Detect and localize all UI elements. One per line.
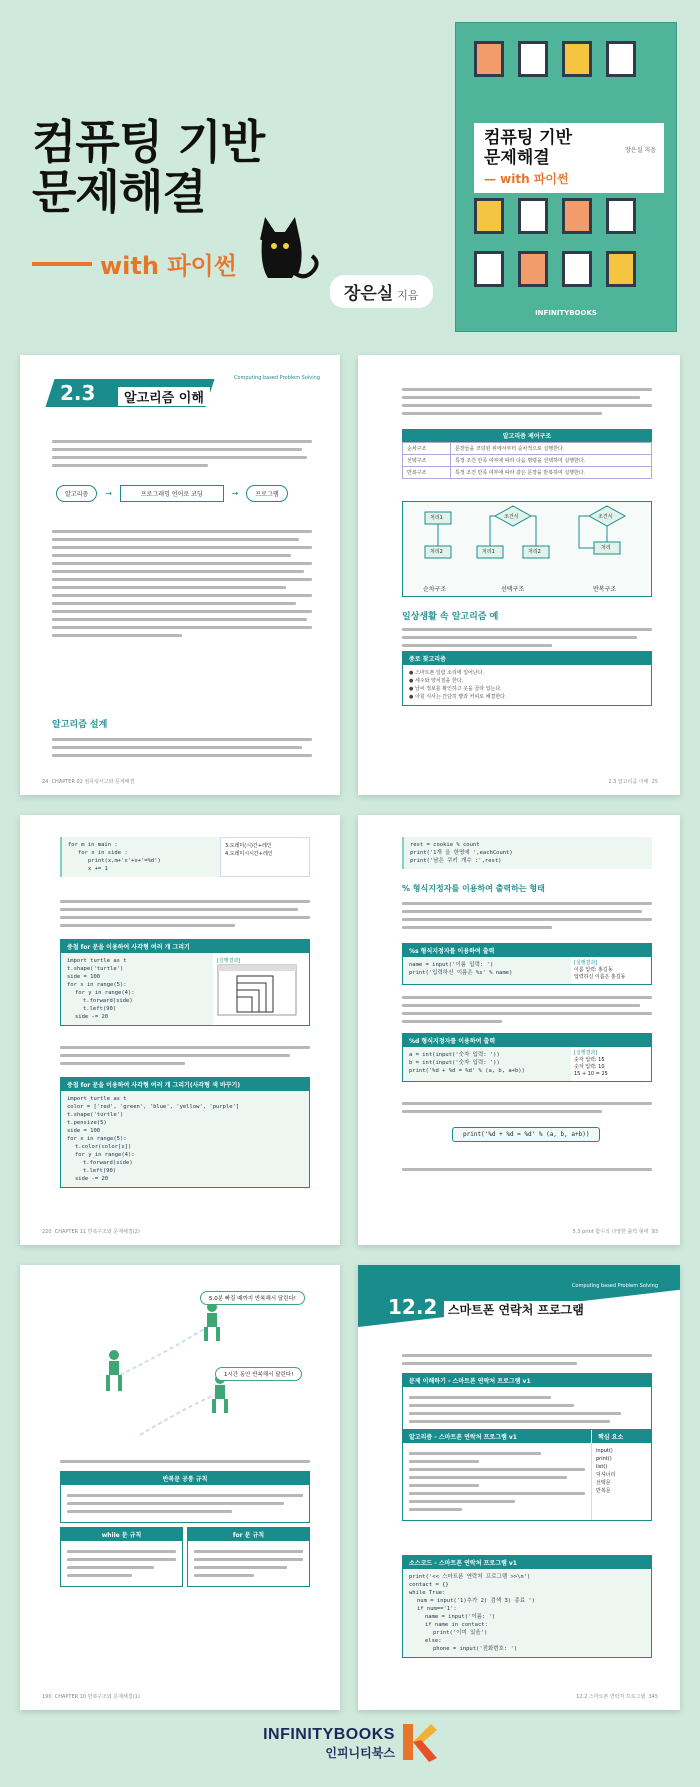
section-number: 2.3 [60, 381, 96, 405]
rules-box [60, 1471, 310, 1523]
text-line [402, 902, 652, 905]
section-number: 12.2 [388, 1295, 438, 1319]
chapter-label: 2.3 알고리즘 이해 [608, 779, 649, 785]
speech-bubble: 1시간 동안 반복해서 달린다! [215, 1367, 302, 1381]
text-line [60, 916, 310, 919]
rules-body [188, 1541, 309, 1586]
text-line [52, 440, 312, 443]
text-line [402, 1362, 577, 1365]
text-line [402, 926, 552, 929]
code-line: print('<< 스마트폰 연락처 프로그램 >>\n') [409, 1574, 531, 1580]
table-cell: 문장들을 코딩된 위에서부터 순차적으로 실행한다. [451, 443, 652, 455]
code-line: b = int(input('숫자 입력: ')) [409, 1060, 500, 1066]
list-item: ● 날씨 정보를 확인하고 옷을 골라 입는다. [409, 686, 502, 692]
code-block [403, 957, 571, 984]
example-box-title: 문제 이해하기 - 스마트폰 연락처 프로그램 v1 [403, 1374, 651, 1387]
text-line [60, 924, 235, 927]
text-line [402, 404, 652, 407]
text-line [52, 570, 304, 573]
subtitle-text: with 파이썬 [100, 252, 237, 280]
page-footer [576, 1693, 658, 1700]
text-line [409, 1420, 610, 1423]
result-label: [실행결과] [574, 1050, 598, 1056]
result-line: 숫자 입력: 10 [574, 1064, 605, 1070]
publisher-logo [0, 1722, 700, 1762]
page-footer [42, 1693, 140, 1700]
text-line [402, 388, 652, 391]
text-line [402, 412, 602, 415]
text-line [409, 1500, 515, 1503]
text-line [52, 634, 182, 637]
cover-window [606, 198, 636, 234]
diagram-box: 조건식 [504, 514, 519, 520]
flow-step: 프로그래밍 언어로 코딩 [120, 485, 224, 502]
nested-squares-image [217, 964, 297, 1016]
text-line [402, 910, 642, 913]
body-text [52, 733, 312, 762]
text-line [402, 396, 640, 399]
code-line: for m in main : [68, 842, 118, 848]
page-footer [42, 1228, 140, 1235]
black-cat-icon [252, 210, 322, 290]
text-line [409, 1460, 479, 1463]
page-spread-2-left [20, 815, 340, 1245]
code-snippet [60, 837, 310, 877]
rules-body [61, 1541, 182, 1586]
code-line: t.left(90) [83, 1006, 117, 1012]
algorithm-flow [56, 485, 288, 502]
control-structure-table [402, 429, 652, 479]
text-line [67, 1510, 232, 1513]
diagram-label: 선택구조 [501, 586, 525, 593]
page-footer [608, 778, 658, 785]
example-box [402, 1033, 652, 1082]
text-line [67, 1566, 154, 1569]
text-line [409, 1468, 585, 1471]
list-item: 반복문 [596, 1488, 611, 1494]
text-line [60, 1054, 290, 1057]
example-box-body [403, 1387, 651, 1432]
text-line [402, 1020, 502, 1023]
logo-text [263, 1724, 395, 1761]
text-line [402, 918, 652, 921]
list-item: ● 세수와 양치질을 한다. [409, 678, 464, 684]
code-line: x += 1 [88, 866, 108, 872]
code-block [403, 1047, 571, 1081]
text-line [67, 1550, 176, 1553]
result-line: 숫자 입력: 15 [574, 1057, 605, 1063]
text-line [402, 1110, 602, 1113]
arrow-right-icon: → [105, 489, 112, 498]
body-text [402, 897, 652, 934]
table-cell: 특정 조건 만족 여부에 따라 같은 문장을 반복하여 실행한다. [451, 467, 652, 479]
book-cover [455, 22, 677, 332]
text-line [52, 562, 312, 565]
text-line [402, 1102, 652, 1105]
rules-columns [60, 1527, 310, 1587]
page-spread-3-left [20, 1265, 340, 1710]
list-item: 선택문 [596, 1480, 611, 1486]
code-line: else: [425, 1638, 442, 1644]
body-text [52, 525, 312, 642]
cover-brand: INFINITYBOOKS [535, 309, 597, 317]
cover-title-line1: 컴퓨팅 기반 [484, 128, 573, 148]
key-elements-list [591, 1443, 651, 1520]
book-title-line1: 컴퓨팅 기반 [32, 115, 265, 169]
text-line [52, 754, 312, 757]
text-line [194, 1550, 303, 1553]
publisher-name-en: INFINITYBOOKS [263, 1725, 395, 1743]
flow-step: 알고리즘 [56, 485, 97, 502]
page-spread-1-right [358, 355, 680, 795]
text-line [52, 538, 299, 541]
body-text [60, 1455, 310, 1468]
flow-step: 프로그램 [246, 485, 287, 502]
list-item: print() [596, 1456, 612, 1462]
example-box [60, 1077, 310, 1188]
result-line: 15 + 10 = 25 [574, 1071, 608, 1077]
text-line [60, 1046, 310, 1049]
author-badge [330, 275, 433, 308]
result-label: [실행결과] [574, 960, 598, 966]
result-panel [571, 957, 651, 984]
result-label: [실행결과] [217, 958, 241, 964]
chapter-label: CHAPTER 02 컴퓨팅사고와 문제해결 [51, 779, 135, 785]
text-line [52, 456, 307, 459]
code-line: color = ['red', 'green', 'blue', 'yellow', 'purple'] [67, 1104, 240, 1110]
cover-window [562, 41, 592, 77]
list-item: 딕셔너리 [596, 1472, 616, 1478]
text-line [409, 1404, 574, 1407]
text-line [52, 746, 302, 749]
table-cell: 순차구조 [403, 443, 451, 455]
code-line: import turtle as t [67, 958, 127, 964]
page-number: 220 [42, 1229, 52, 1235]
cover-subtitle: — with 파이썬 [484, 172, 569, 187]
code-line: for y in range(4): [75, 990, 135, 996]
code-line: side -= 20 [75, 1176, 109, 1182]
subheading: % 형식지정자를 이용하여 출력하는 형태 [402, 884, 545, 893]
while-rules [60, 1527, 183, 1587]
code-line: for x in range(5): [67, 1136, 127, 1142]
text-line [402, 1168, 652, 1171]
code-line: side -= 20 [75, 1014, 109, 1020]
page-spread-2-right [358, 815, 680, 1245]
text-line [52, 464, 208, 467]
code-line: print('1개 을 한명에 ',eachCount) [410, 850, 513, 856]
list-item: list() [596, 1464, 608, 1470]
control-flow-diagram [402, 501, 652, 597]
text-line [409, 1396, 551, 1399]
result-line: 이름 입력: 홍길동 [574, 967, 613, 973]
example-box [402, 1373, 652, 1433]
result-panel [571, 1047, 651, 1081]
result-line: 입력하신 이름은 홍길동 [574, 974, 626, 980]
code-block [61, 953, 213, 1025]
text-line [52, 626, 312, 629]
for-rules-title: for 문 규칙 [188, 1528, 309, 1541]
book-title-line2: 문제해결 [32, 164, 206, 219]
text-line [402, 1004, 640, 1007]
text-line [402, 1012, 652, 1015]
text-line [67, 1574, 132, 1577]
code-line: t.left(90) [83, 1168, 117, 1174]
code-note: 3.도레미(시)간+레인 4.도레미시시간+레인 [220, 837, 310, 877]
header-tag: Computing based Problem Solving [571, 1283, 658, 1289]
text-line [409, 1508, 462, 1511]
text-line [67, 1558, 176, 1561]
text-line [409, 1412, 621, 1415]
code-line: t.shape('turtle') [67, 966, 124, 972]
code-line: t.color(color[x]) [75, 1144, 132, 1150]
diagram-label: 순차구조 [423, 586, 447, 593]
text-line [402, 628, 652, 631]
text-line [402, 636, 637, 639]
code-line: contact = {} [409, 1582, 449, 1588]
code-line: print('입력하신 이름은 %s' % name) [409, 970, 513, 976]
speech-bubble: 5.0분 빠질 때까지 반복해서 달린다! [200, 1291, 305, 1305]
cover-window [474, 198, 504, 234]
text-line [67, 1494, 303, 1497]
list-item: ● 스마트폰 일람 소리에 일어난다. [409, 670, 485, 676]
algorithm-steps [403, 1443, 591, 1520]
text-line [402, 1354, 652, 1357]
subheading: 일상생활 속 알고리즘 예 [402, 612, 499, 622]
example-box-title: 종로 찾고리즘 [403, 652, 651, 665]
body-text [60, 1041, 310, 1070]
table-title: 알고리즘 제어구조 [402, 429, 652, 442]
table-row [403, 455, 652, 467]
example-box-body [61, 953, 309, 1025]
code-line: print(x,m+'x'+x+'=%d') [88, 858, 161, 864]
text-line [194, 1566, 287, 1569]
text-line [60, 908, 298, 911]
text-line [52, 602, 296, 605]
code-line: t.forward(side) [83, 1160, 133, 1166]
cover-title-line2: 문제해결 [484, 147, 550, 168]
rules-box-body [61, 1485, 309, 1522]
table-cell: 반복구조 [403, 467, 451, 479]
text-line [52, 610, 312, 613]
code-line: name = input('이름 입력: ') [409, 962, 494, 968]
text-line [60, 1460, 310, 1463]
text-line [409, 1484, 479, 1487]
example-box-body [403, 957, 651, 984]
section-title: 스마트폰 연락처 프로그램 [444, 1301, 588, 1318]
logo-lockup [263, 1722, 437, 1762]
body-text [402, 1163, 652, 1176]
cover-window [606, 41, 636, 77]
cover-window [474, 251, 504, 287]
code-line: phone = input('전화번호: ') [433, 1646, 518, 1652]
body-text [60, 895, 310, 932]
code-line: if name in contact: [425, 1622, 488, 1628]
book-subtitle [32, 246, 237, 281]
hero-banner [0, 0, 700, 345]
code-line: side = 100 [67, 1128, 101, 1134]
while-rules-title: while 문 규칙 [61, 1528, 182, 1541]
body-text [402, 1349, 652, 1370]
header-tag: Computing based Problem Solving [233, 375, 320, 381]
page-footer [42, 778, 134, 785]
table-cell: 선택구조 [403, 455, 451, 467]
page-number: 93 [651, 1229, 658, 1235]
text-line [194, 1574, 254, 1577]
text-line [52, 578, 312, 581]
diagram-box: 처리2 [528, 549, 541, 555]
code-block [60, 837, 220, 877]
infinity-k-icon [399, 1722, 437, 1762]
code-line: while True: [409, 1590, 446, 1596]
text-line [60, 1062, 185, 1065]
text-line [52, 554, 291, 557]
code-line: t.forward(side) [83, 998, 133, 1004]
book-title [32, 115, 265, 219]
code-line: for x in side : [78, 850, 128, 856]
chapter-label: 12.2 스마트폰 연락처 프로그램 [576, 1694, 646, 1700]
text-line [402, 996, 652, 999]
text-line [60, 900, 310, 903]
code-line: if num=='1': [417, 1606, 457, 1612]
diagram-box: 처리 [601, 545, 611, 551]
result-panel [213, 953, 309, 1025]
code-line: print('%d + %d = %d' % (a, b, a+b)) [409, 1068, 525, 1074]
text-line [52, 530, 312, 533]
publisher-name-ko: 인피니티북스 [325, 1745, 395, 1760]
algorithm-box [402, 1429, 652, 1521]
page-number: 190 [42, 1694, 52, 1700]
text-line [52, 546, 312, 549]
code-line: name = input('이름: ') [425, 1614, 496, 1620]
body-text [402, 383, 652, 420]
text-line [52, 448, 302, 451]
body-text [402, 991, 652, 1028]
code-line: a = int(input('숫자 입력: ')) [409, 1052, 500, 1058]
text-line [67, 1502, 284, 1505]
page-number: 24 [42, 779, 49, 785]
example-box-title: 중첩 for 문을 이용하여 사각형 여러 개 그리기(사각형 색 바꾸기) [61, 1078, 309, 1091]
diagram-box: 처리2 [430, 549, 443, 555]
rules-box-title: 반복문 공통 규칙 [61, 1472, 309, 1485]
cover-window [562, 251, 592, 287]
code-line: for x in range(5): [67, 982, 127, 988]
cover-author: 장은실 지음 [625, 147, 656, 154]
text-line [409, 1452, 541, 1455]
example-box [60, 939, 310, 1026]
code-line: num = input('1)추가 2) 검색 3) 종료 ') [417, 1598, 535, 1604]
page-spread-3-right [358, 1265, 680, 1710]
chapter-label: CHAPTER 11 반복구조와 문제해결(2) [54, 1229, 140, 1235]
algorithm-box-header [403, 1430, 651, 1443]
code-line: for y in range(4): [75, 1152, 135, 1158]
table-row [403, 443, 652, 455]
algorithm-box-title: 알고리즘 - 스마트폰 연락처 프로그램 v1 [403, 1430, 591, 1443]
example-box-title: %s 형식지정자를 이용하여 출력 [403, 944, 651, 957]
text-line [52, 586, 286, 589]
cover-window [518, 41, 548, 77]
body-text [402, 1097, 652, 1118]
cover-window [518, 198, 548, 234]
code-line: t.pensize(5) [67, 1120, 107, 1126]
table-row [403, 467, 652, 479]
format-formula: print('%d + %d = %d' % (a, b, a+b)) [452, 1127, 600, 1142]
body-text [52, 435, 312, 472]
example-box-title: 중첩 for 문을 이용하여 사각형 여러 개 그리기 [61, 940, 309, 953]
author-name: 장은실 [344, 284, 394, 304]
source-code-title: 소스코드 - 스마트폰 연락처 프로그램 v1 [403, 1556, 651, 1569]
section-title: 알고리즘 이해 [118, 387, 210, 406]
page-number: 25 [651, 779, 658, 785]
text-line [52, 618, 307, 621]
cover-window [606, 251, 636, 287]
text-line [402, 644, 552, 647]
example-list [403, 665, 651, 705]
example-box-title: %d 형식지정자를 이용하여 출력 [403, 1034, 651, 1047]
diagram-box: 조건식 [598, 514, 613, 520]
chapter-label: 5.3 print 함수의 다양한 출력 형태 [572, 1229, 649, 1235]
code-block [403, 1569, 651, 1657]
cover-title-box [474, 123, 664, 193]
text-line [409, 1492, 585, 1495]
author-suffix: 지음 [397, 289, 419, 302]
cover-window [474, 41, 504, 77]
for-rules [187, 1527, 310, 1587]
example-box-body [403, 1047, 651, 1081]
list-item: ● 아침 식사는 간단히 빵과 커피로 해결한다. [409, 694, 507, 700]
diagram-box: 처리1 [430, 515, 443, 521]
subtitle-dash [32, 262, 92, 266]
diagram-box: 처리1 [482, 549, 495, 555]
text-line [52, 594, 312, 597]
list-item: input() [596, 1448, 613, 1454]
page-number: 345 [648, 1694, 658, 1700]
key-elements-title: 핵심 요소 [591, 1430, 651, 1443]
table [402, 442, 652, 479]
source-code-box [402, 1555, 652, 1658]
example-box [402, 651, 652, 706]
diagram-label: 반복구조 [593, 586, 617, 593]
page-footer [572, 1228, 658, 1235]
example-box [402, 943, 652, 985]
text-line [52, 738, 312, 741]
code-line: print('남은 쿠키 개수 :',rest) [410, 858, 502, 864]
code-line: side = 100 [67, 974, 101, 980]
code-block [61, 1091, 309, 1187]
code-line: t.shape('turtle') [67, 1112, 124, 1118]
chapter-label: CHAPTER 10 반복구조와 문제해결(1) [54, 1694, 140, 1700]
subheading: 알고리즘 설계 [52, 720, 108, 730]
cover-window [562, 198, 592, 234]
body-text [402, 623, 652, 652]
table-cell: 특정 조건 만족 여부에 따라 다음 명령을 선택하여 실행한다. [451, 455, 652, 467]
text-line [409, 1476, 567, 1479]
code-line: print('이미 있음') [433, 1630, 488, 1636]
page-spread-1-left [20, 355, 340, 795]
arrow-right-icon: → [231, 489, 239, 498]
algorithm-box-body [403, 1443, 651, 1520]
code-line: rest = cookie % count [410, 842, 480, 848]
code-line: import turtle as t [67, 1096, 127, 1102]
runners-illustration [60, 1285, 310, 1445]
code-block [402, 837, 652, 869]
text-line [194, 1558, 303, 1561]
cover-window [518, 251, 548, 287]
